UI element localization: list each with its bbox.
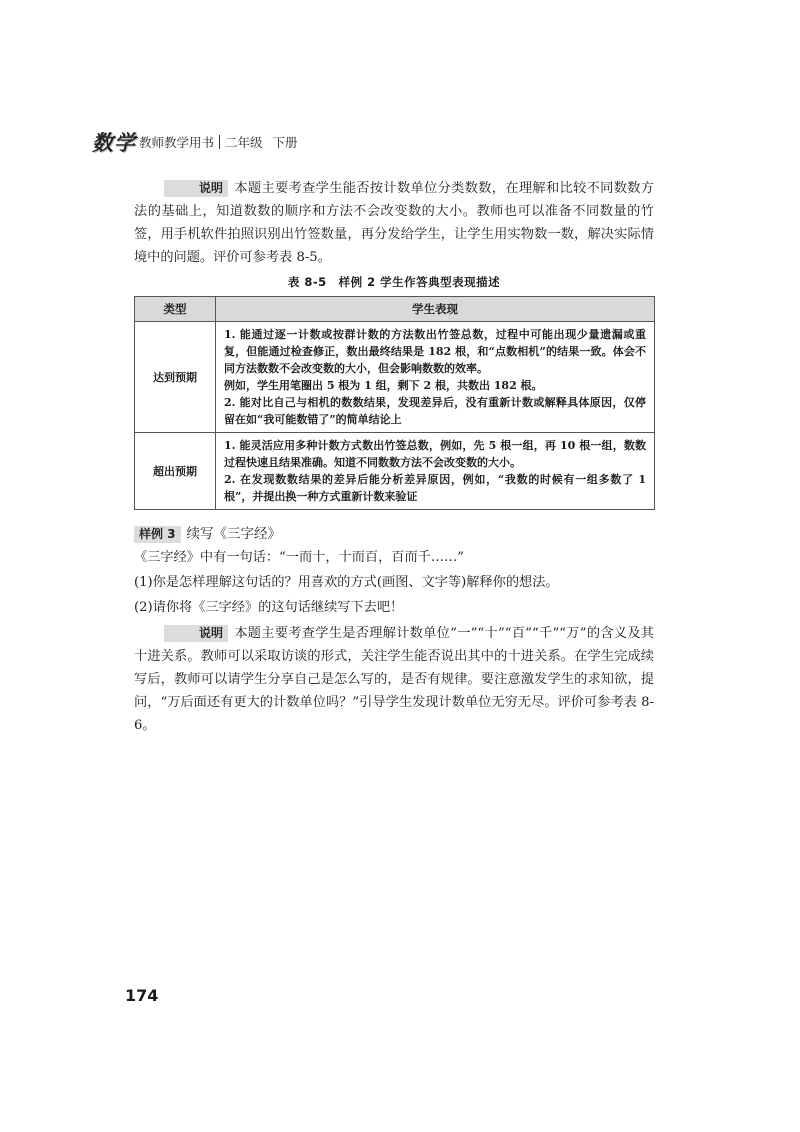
header-type: 类型 [135,297,216,322]
table-row [135,433,655,510]
example-intro: 《三字经》中有一句话：“一而十，十而百，百而千……” [134,550,464,565]
note-text-2: 本题主要考查学生是否理解计数单位“一”“十”“百”“千”“万”的含义及其十进关系。教师可以采取访谈的形式，关注学生能否说出其中的十进关系。在学生完成续写后，教师可以请学生分享自己是怎么写的，是否有规律。要注意激发学生的求知欲，提问，“万后面还有更大的计数单位吗？”引导学生发现计数单位无穷无尽。评价可参考表 8-6。 [134,626,654,733]
table-row [135,322,655,433]
row-desc-exceeds [216,433,655,510]
desc-line: 1. 能灵活应用多种计数方式数出竹签总数，例如，先 5 根一组，再 10 根一组，数数过程快速且结果准确。知道不同数数方法不会改变数的大小。 [224,439,646,469]
book-title: 教师教学用书 [139,135,215,150]
desc-line: 1. 能通过逐一计数或按群计数的方法数出竹签总数，过程中可能出现少量遗漏或重复，但能通过检查修正，数出最终结果是 182 根，和“点数相机”的结果一致。体会不同方法数数不会改变数的大小，但会影响数数的效率。 [224,328,646,375]
question-1: (1)你是怎样理解这句话的？用喜欢的方式(画图、文字等)解释你的想法。 [134,575,559,590]
page-number: 174 [125,986,159,1005]
note-paragraph-1 [134,177,654,269]
example-title: 续写《三字经》 [186,526,282,542]
note-tag-1: 说明 [164,180,228,197]
desc-line: 例如，学生用笔圈出 5 根为 1 组，剩下 2 根，共数出 182 根。 [224,379,543,392]
example-3-heading [134,524,281,544]
row-desc-meets [216,322,655,433]
example-tag: 样例 3 [134,526,181,543]
table-header-row [135,297,655,322]
subject-logo: 数学 [92,131,136,155]
header-performance: 学生表现 [216,297,655,322]
evaluation-table [134,296,655,510]
header-divider [219,135,220,149]
row-type-exceeds: 超出预期 [135,433,216,510]
note-tag-2: 说明 [164,625,228,642]
note-paragraph-2 [134,622,654,737]
desc-line: 2. 能对比自己与相机的数数结果，发现差异后，没有重新计数或解释具体原因，仅停留在如“我可能数错了”的简单结论上 [224,396,646,426]
question-2: (2)请你将《三字经》的这句话继续写下去吧！ [134,600,404,615]
running-header [92,128,298,156]
table-caption: 表 8-5 样例 2 学生作答典型表现描述 [287,275,501,289]
row-type-meets: 达到预期 [135,322,216,433]
desc-line: 2. 在发现数数结果的差异后能分析差异原因，例如，“我数的时候有一组多数了 1 根”，并提出换一种方式重新计数来验证 [224,473,646,503]
grade-label: 二年级 [225,135,263,150]
volume-label: 下册 [272,135,298,150]
note-text-1: 本题主要考查学生能否按计数单位分类数数，在理解和比较不同数数方法的基础上，知道数数的顺序和方法不会改变数的大小。教师也可以准备不同数量的竹签，用手机软件拍照识别出竹签数量，再分发给学生，让学生用实物数一数，解决实际情境中的问题。评价可参考表 8-5。 [134,181,654,265]
